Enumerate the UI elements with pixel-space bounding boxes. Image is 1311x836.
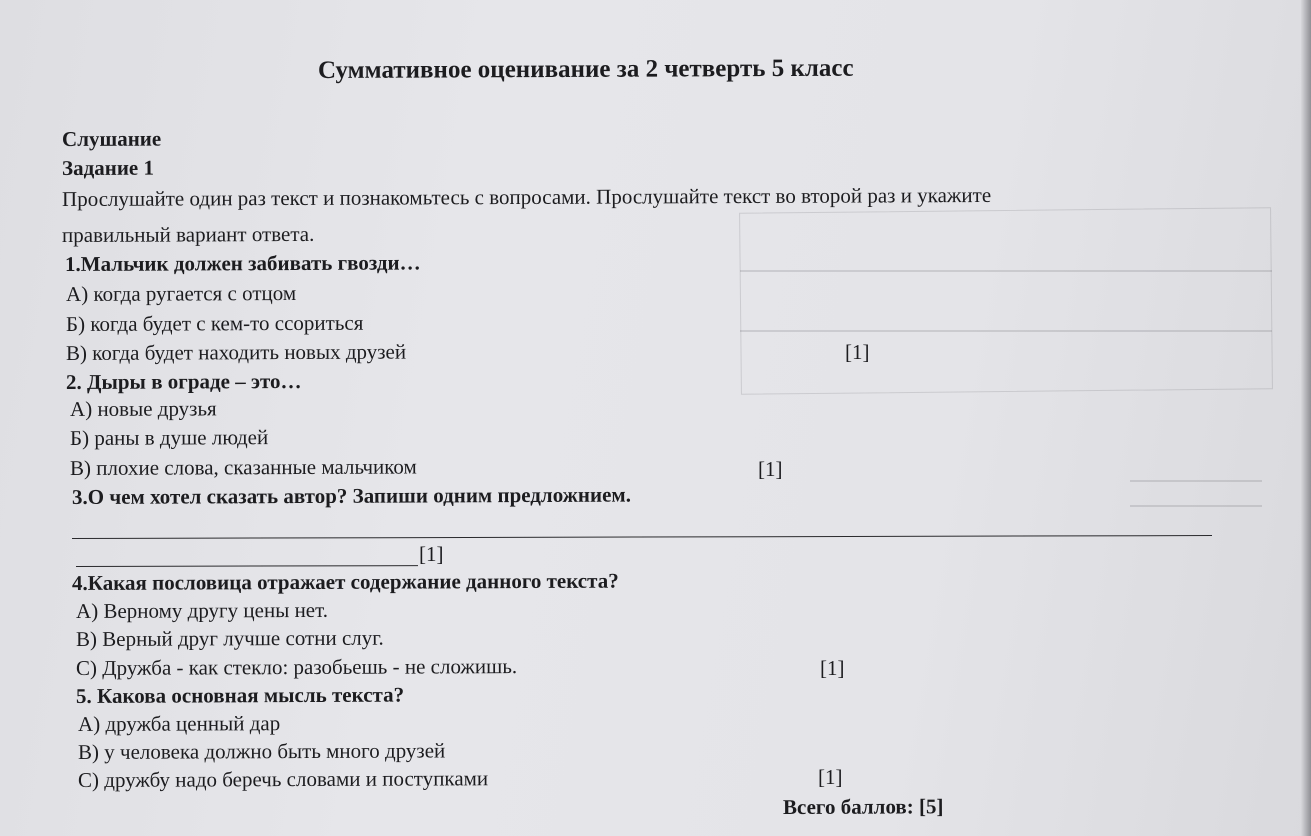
question-5-option-a: А) дружба ценный дар	[77, 711, 281, 736]
question-1-option-c: В) когда будет находить новых друзей	[65, 339, 407, 365]
question-2-option-c: В) плохие слова, сказанные мальчиком	[69, 454, 417, 480]
question-1-score: [1]	[845, 340, 870, 364]
total-score: Всего баллов: [5]	[782, 794, 944, 819]
section-heading: Слушание	[61, 126, 162, 151]
question-2-option-a: А) новые друзья	[69, 396, 217, 421]
question-1-text: 1.Мальчик должен забивать гвозди…	[64, 250, 421, 276]
instruction-line-1: Прослушайте один раз текст и познакомьтесь с вопросами. Прослушайте текст во второй раз и укажите	[61, 182, 992, 211]
question-4-score: [1]	[820, 656, 845, 680]
answer-line-2	[76, 565, 418, 567]
task-heading: Задание 1	[61, 155, 155, 180]
question-2-text: 2. Дыры в ограде – это…	[65, 368, 302, 394]
question-4-option-c: С) Дружба - как стекло: разобьешь - не сложишь.	[75, 654, 518, 680]
answer-line-1	[72, 535, 1212, 539]
question-5-option-c: С) дружбу надо беречь словами и поступками	[77, 766, 489, 792]
question-4-text: 4.Какая пословица отражает содержание данного текста?	[71, 568, 619, 595]
question-5-score: [1]	[818, 765, 843, 789]
question-1-option-a: А) когда ругается с отцом	[65, 280, 297, 306]
question-1-option-b: Б) когда будет с кем-то ссориться	[65, 310, 364, 336]
question-2-score: [1]	[758, 457, 783, 481]
page-title: Суммативное оценивание за 2 четверть 5 класс	[317, 54, 854, 84]
question-3-score: [1]	[419, 542, 444, 566]
question-5-option-b: В) у человека должно быть много друзей	[77, 738, 446, 764]
question-2-option-b: Б) раны в душе людей	[69, 425, 269, 450]
question-4-option-b: В) Верный друг лучше сотни слуг.	[75, 625, 384, 651]
question-4-option-a: А) Верному другу цены нет.	[75, 597, 329, 623]
instruction-line-2: правильный вариант ответа.	[61, 221, 315, 247]
question-3-text: 3.О чем хотел сказать автор? Запиши одним предложнием.	[71, 482, 632, 509]
question-5-text: 5. Какова основная мысль текста?	[75, 682, 405, 708]
